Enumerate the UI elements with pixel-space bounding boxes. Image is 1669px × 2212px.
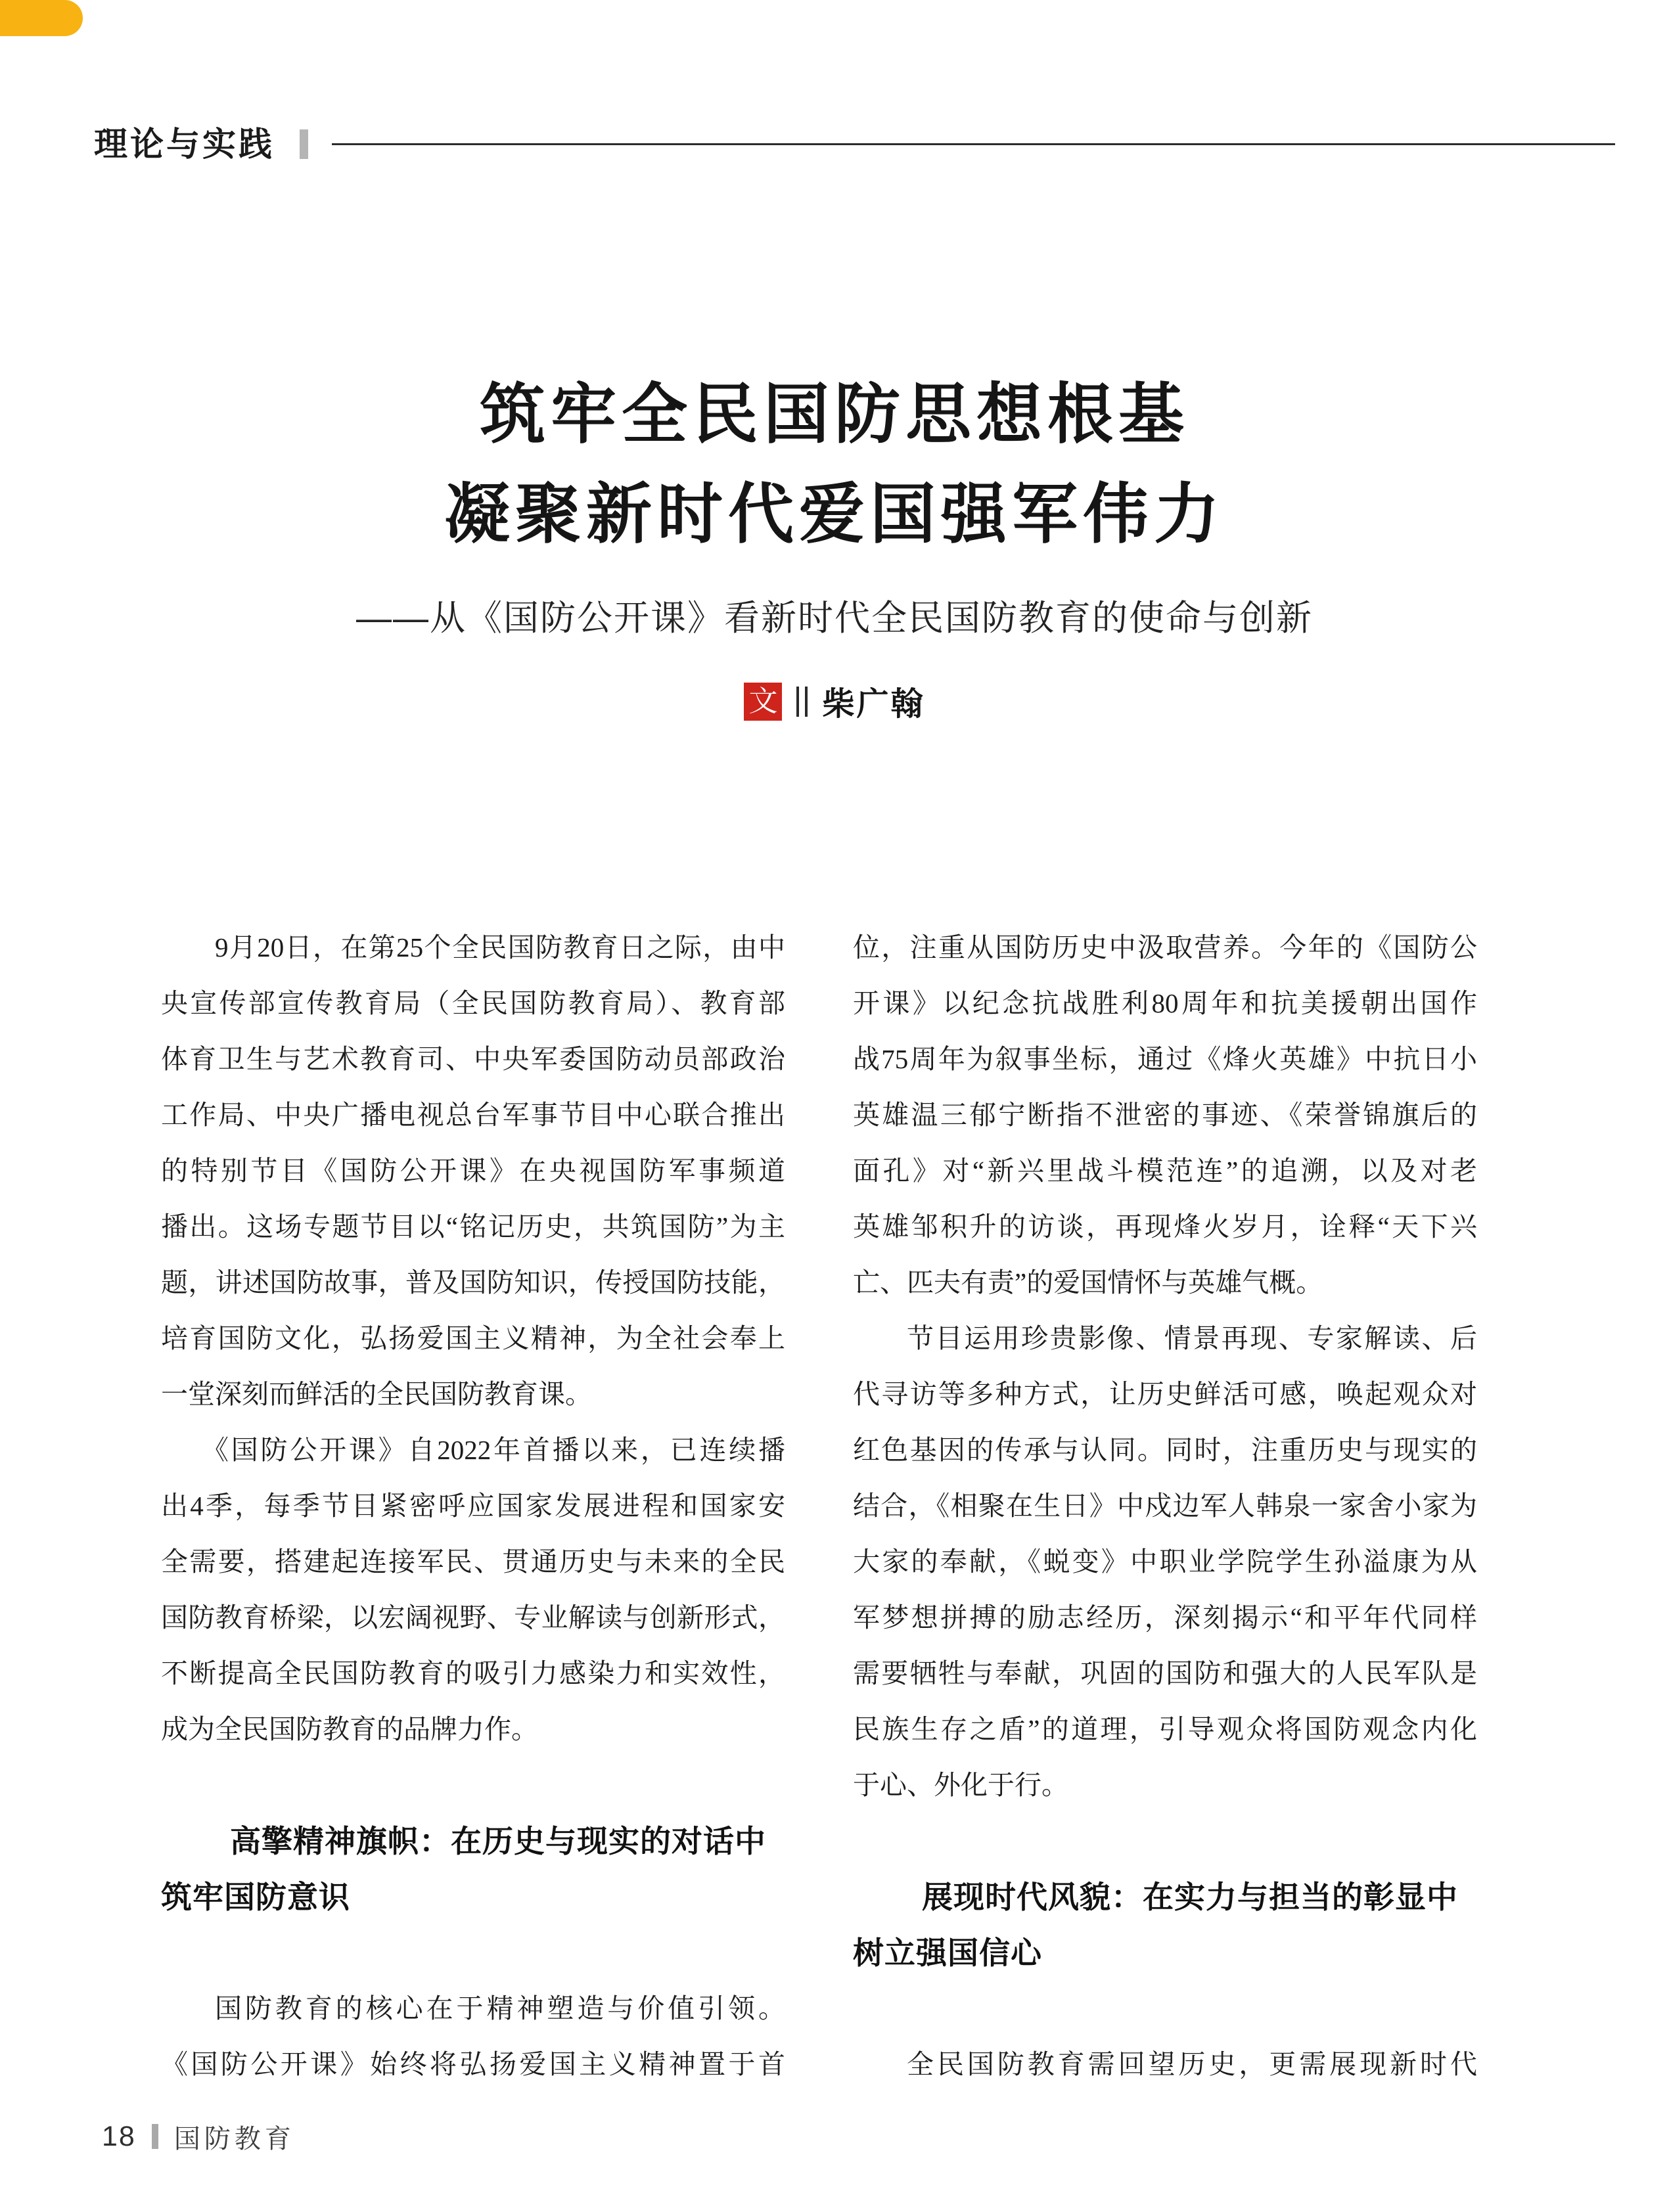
body-text-line: 代寻访等多种方式，让历史鲜活可感，唤起观众对 [853, 1379, 1477, 1409]
author-name: 柴广翰 [822, 687, 925, 722]
body-text-line: 开课》以纪念抗战胜利80周年和抗美援朝出国作 [853, 988, 1477, 1018]
body-text-line: 不断提高全民国防教育的吸引力感染力和实效性， [161, 1658, 785, 1688]
body-text-line: 题，讲述国防故事，普及国防知识，传授国防技能， [161, 1267, 785, 1298]
byline [0, 678, 1669, 725]
body-text-line: 培育国防文化，弘扬爱国主义精神，为全社会奉上 [161, 1323, 785, 1353]
line-gap [853, 1813, 1477, 1869]
section-heading-line: 高擎精神旗帜：在历史与现实的对话中 [230, 1824, 766, 1859]
section-heading-line: 树立强国信心 [853, 1935, 1042, 1970]
article-title-line2: 凝聚新时代爱国强军伟力 [444, 478, 1225, 551]
body-text-line: 民族生存之盾”的道理，引导观众将国防观念内化 [853, 1714, 1477, 1744]
header-bar-icon [300, 129, 308, 159]
body-text-line: 央宣传部宣传教育局（全民国防教育局）、教育部 [161, 988, 785, 1018]
article-subtitle: ——从《国防公开课》看新时代全民国防教育的使命与创新 [356, 598, 1313, 638]
section-tab-marker [0, 0, 83, 36]
body-text-line: 的特别节目《国防公开课》在央视国防军事频道 [161, 1156, 785, 1186]
body-text-line: 于心、外化于行。 [853, 1770, 1068, 1800]
body-text-line: 一堂深刻而鲜活的全民国防教育课。 [161, 1379, 592, 1409]
section-label: 理论与实践 [94, 125, 275, 163]
body-text-line: 红色基因的传承与认同。同时，注重历史与现实的 [853, 1435, 1477, 1465]
line-gap [161, 1757, 785, 1813]
column-right [853, 920, 1477, 2092]
body-text-line: 全民国防教育需回望历史，更需展现新时代 [907, 2049, 1477, 2079]
body-text-line: 《国防公开课》始终将弘扬爱国主义精神置于首 [161, 2049, 785, 2079]
body-text-line: 体育卫生与艺术教育司、中央军委国防动员部政治 [161, 1044, 785, 1074]
page-number: 18 [102, 2120, 136, 2152]
body-text-line: 出4季，每季节目紧密呼应国家发展进程和国家安 [161, 1491, 785, 1521]
body-text-line: 军梦想拼搏的励志经历，深刻揭示“和平年代同样 [853, 1602, 1477, 1633]
article-title [0, 365, 1669, 564]
header-rule [332, 143, 1615, 145]
footer-section-label: 国防教育 [173, 2124, 295, 2154]
body-text-line: 播出。这场专题节目以“铭记历史，共筑国防”为主 [161, 1211, 785, 1242]
body-text-line: 需要牺牲与奉献，巩固的国防和强大的人民军队是 [853, 1658, 1477, 1688]
page-footer [102, 2118, 295, 2155]
body-text-line: 《国防公开课》自2022年首播以来，已连续播 [202, 1435, 785, 1465]
body-text-line: 战75周年为叙事坐标，通过《烽火英雄》中抗日小 [853, 1044, 1477, 1074]
body-text-line: 全需要，搭建起连接军民、贯通历史与未来的全民 [161, 1546, 785, 1577]
double-bar-icon [796, 687, 808, 717]
body-text-line: 节目运用珍贵影像、情景再现、专家解读、后 [907, 1323, 1477, 1353]
body-text-line: 国防教育桥梁，以宏阔视野、专业解读与创新形式， [161, 1602, 785, 1633]
byline-wen-badge [744, 683, 782, 721]
section-heading-line: 筑牢国防意识 [161, 1880, 350, 1914]
column-left [161, 920, 785, 2092]
body-text-line: 国防教育的核心在于精神塑造与价值引领。 [215, 1993, 785, 2023]
section-heading-line: 展现时代风貌：在实力与担当的彰显中 [922, 1880, 1458, 1914]
body-text-line: 成为全民国防教育的品牌力作。 [161, 1714, 538, 1744]
line-gap [853, 1981, 1477, 2037]
body-text-line: 9月20日，在第25个全民国防教育日之际，由中 [215, 932, 785, 962]
body-text-line: 英雄邹积升的访谈，再现烽火岁月，诠释“天下兴 [853, 1211, 1477, 1242]
body-text-line: 亡、匹夫有责”的爱国情怀与英雄气概。 [853, 1267, 1323, 1298]
line-gap [161, 1925, 785, 1981]
body-text-line: 大家的奉献，《蜕变》中职业学院学生孙溢康为从 [853, 1546, 1477, 1577]
body-text-line: 工作局、中央广播电视总台军事节目中心联合推出 [161, 1100, 785, 1130]
body-text-line: 位，注重从国防历史中汲取营养。今年的《国防公 [853, 932, 1477, 962]
body-text-line: 英雄温三郁宁断指不泄密的事迹、《荣誉锦旗后的 [853, 1100, 1477, 1130]
byline-wen-label: 文 [748, 685, 778, 717]
footer-bar-icon [152, 2124, 158, 2149]
body-text-line: 结合，《相聚在生日》中戍边军人韩泉一家舍小家为 [853, 1491, 1477, 1521]
body-text-line: 面孔》对“新兴里战斗模范连”的追溯，以及对老 [853, 1156, 1477, 1186]
article-title-line1: 筑牢全民国防思想根基 [480, 378, 1189, 451]
